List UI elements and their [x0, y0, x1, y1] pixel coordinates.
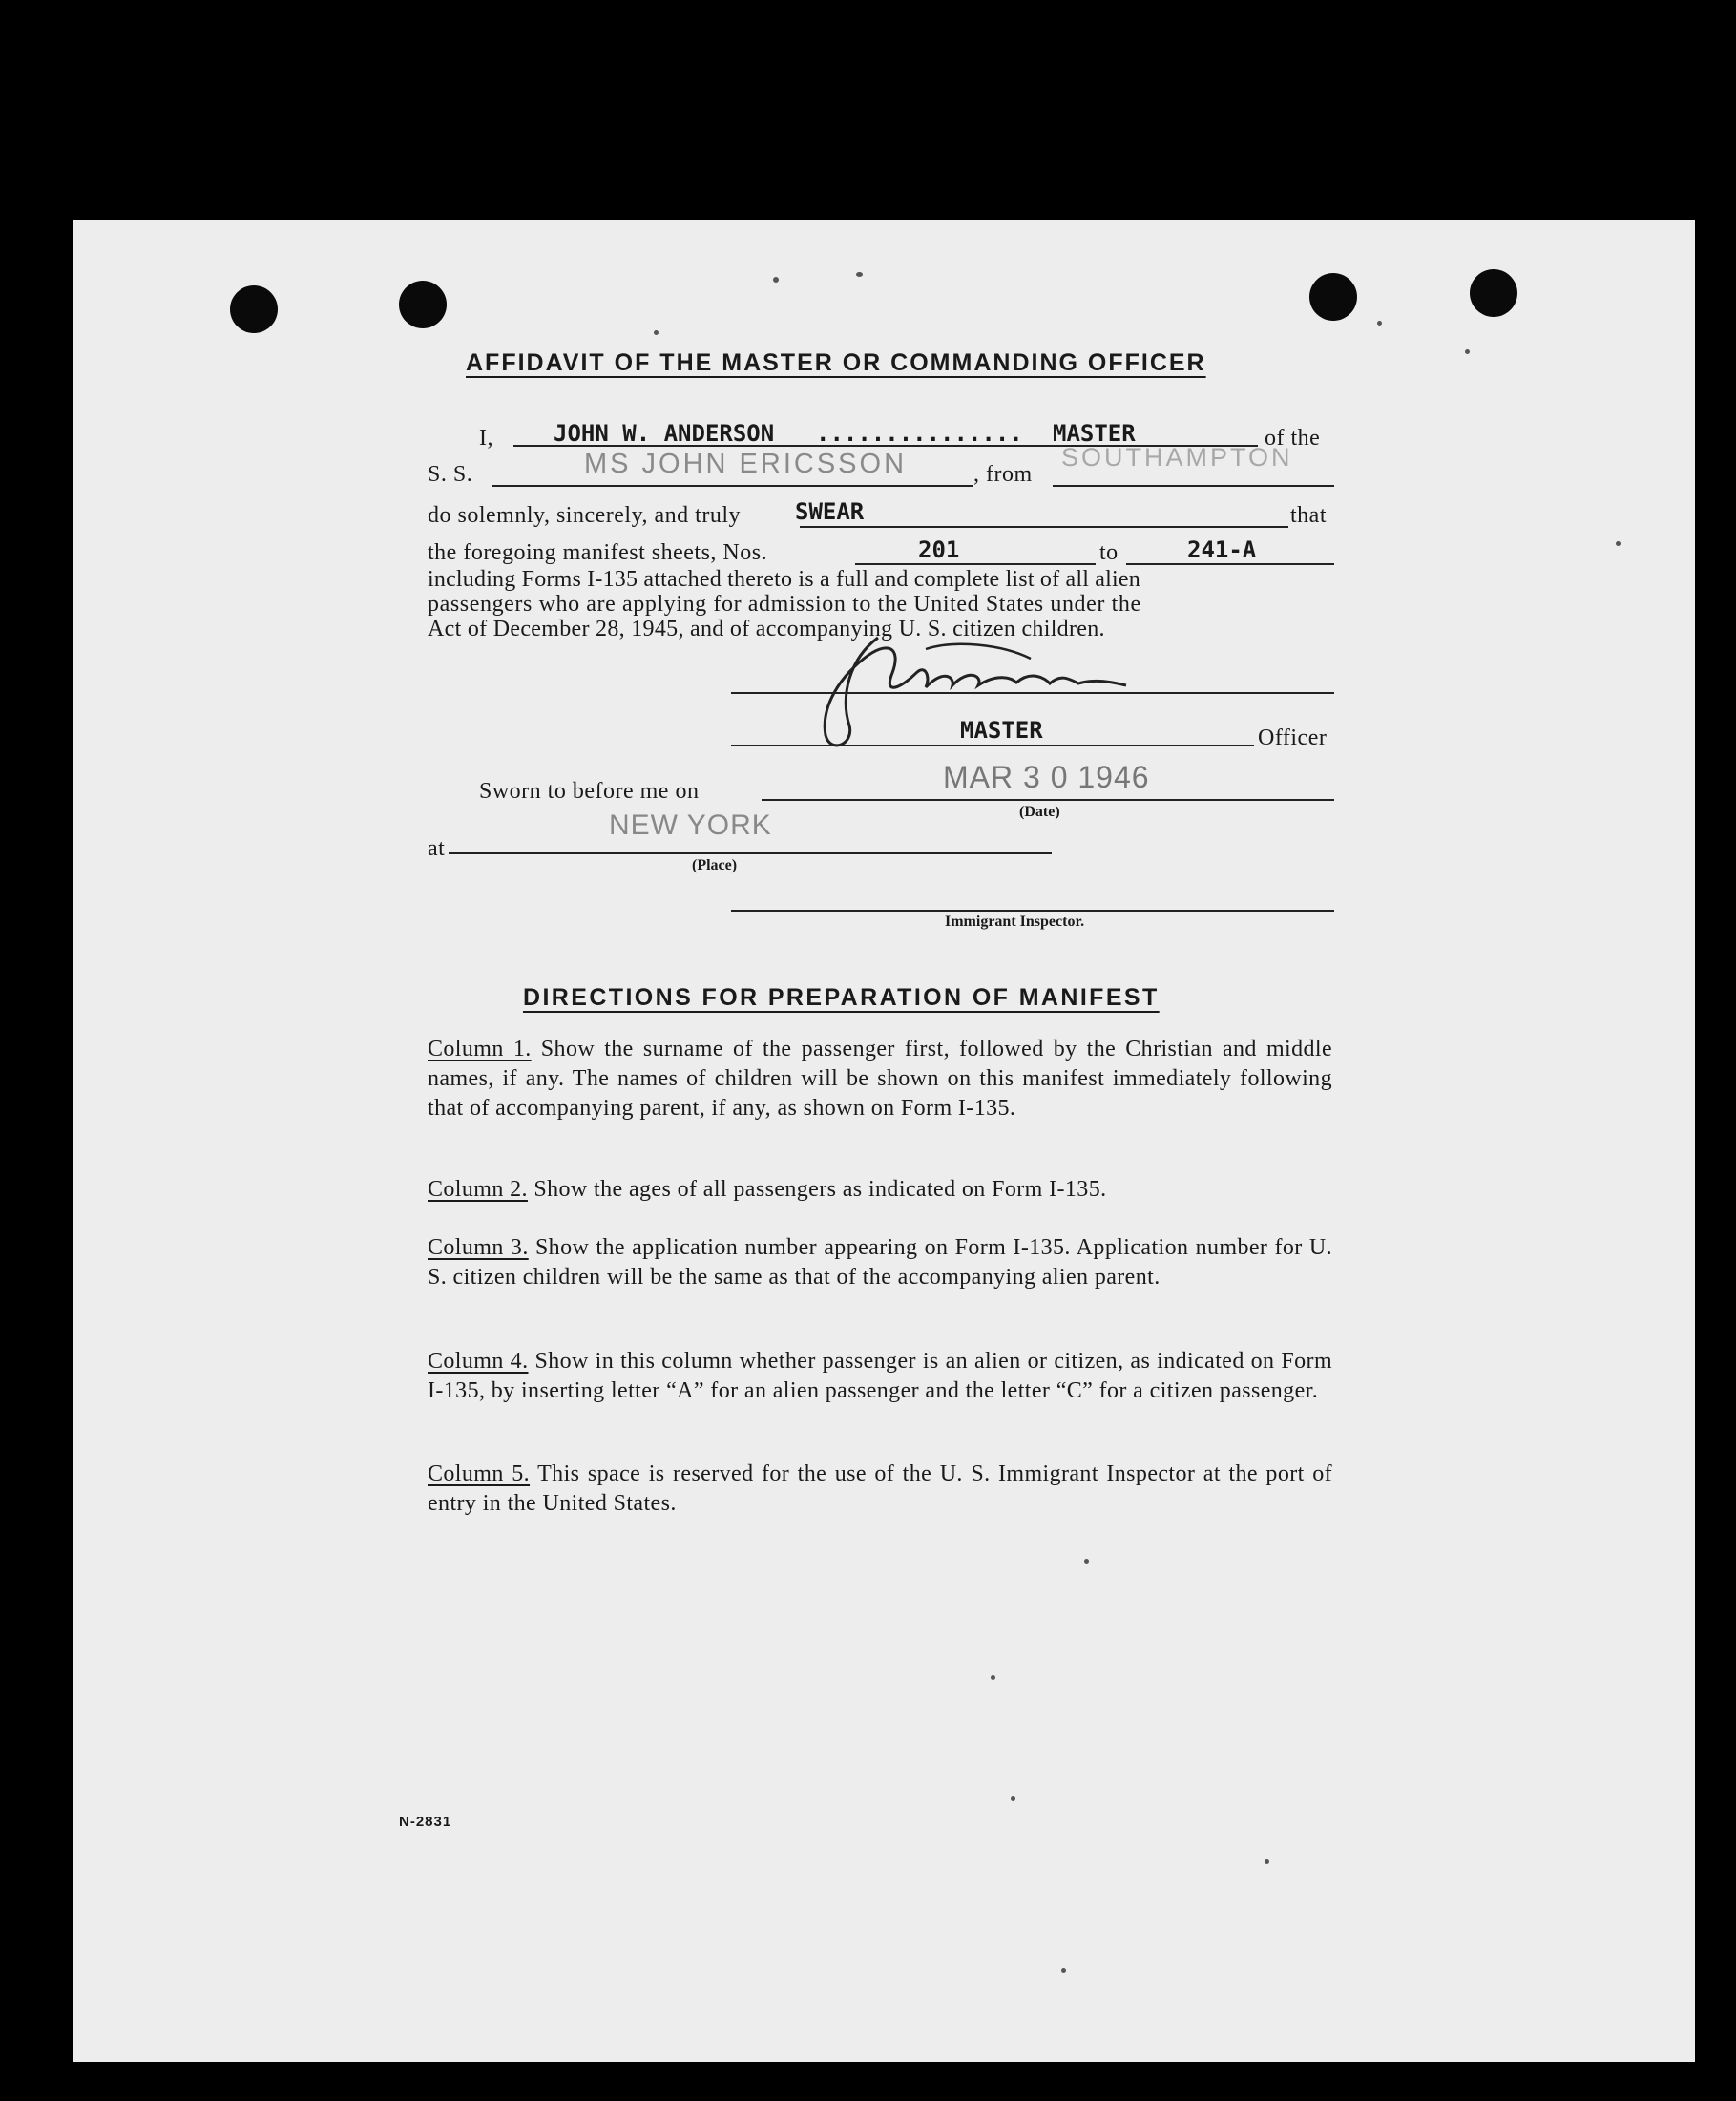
speck: [1084, 1559, 1089, 1564]
column-text: Show the ages of all passengers as indicated on Form I-135.: [533, 1177, 1107, 1202]
direction-item-3: [428, 1233, 1332, 1292]
inspector-caption: Immigrant Inspector.: [945, 914, 1085, 930]
punch-hole: [399, 281, 447, 328]
punch-hole: [1309, 273, 1357, 321]
speck: [654, 330, 659, 335]
column-label: Column 5.: [428, 1461, 531, 1486]
that-label: that: [1290, 503, 1327, 528]
affidavit-title: AFFIDAVIT OF THE MASTER OR COMMANDING OFFICER: [466, 349, 1206, 376]
sworn-label: Sworn to before me on: [479, 779, 700, 804]
oath-fill: SWEAR: [795, 498, 865, 525]
column-label: Column 1.: [428, 1037, 532, 1061]
speck: [1465, 349, 1470, 354]
column-text: Show the application number appearing on Form I-135. Application number for U. S. citizen children will be the same as that of the accompanying alien parent.: [428, 1235, 1332, 1290]
speck: [856, 272, 863, 277]
dotted-fill: ...............: [816, 420, 1023, 447]
nos-text: the foregoing manifest sheets, Nos.: [428, 540, 768, 565]
speck: [1616, 541, 1621, 546]
affidavit-body-line: Act of December 28, 1945, and of accompanying U. S. citizen children.: [428, 617, 1105, 641]
date-rule: [762, 799, 1334, 801]
form-number: N-2831: [399, 1814, 452, 1830]
i-label: I,: [479, 426, 493, 451]
column-text: Show in this column whether passenger is an alien or citizen, as indicated on Form I-135, by inserting letter “A” for an alien passenger and the letter “C” for a citizen passenger.: [428, 1349, 1333, 1403]
ss-label: S. S.: [428, 462, 473, 487]
column-label: Column 4.: [428, 1349, 529, 1374]
to-label: to: [1099, 540, 1119, 565]
affidavit-body-line: passengers who are applying for admission to the United States under the: [428, 592, 1141, 617]
affidavit-body-line: including Forms I-135 attached thereto is a full and complete list of all alien: [428, 567, 1140, 592]
officer-rule: [731, 745, 1254, 746]
column-label: Column 3.: [428, 1235, 529, 1260]
place-caption: (Place): [692, 857, 738, 873]
rank-fill: MASTER: [1053, 420, 1136, 447]
speck: [1061, 1968, 1066, 1973]
place-rule: [449, 852, 1052, 854]
date-caption: (Date): [1019, 804, 1060, 820]
direction-item-1: [428, 1035, 1332, 1124]
punch-hole: [230, 285, 278, 333]
nos-to-rule: [1126, 563, 1334, 565]
column-text: This space is reserved for the use of the U. S. Immigrant Inspector at the port of entry in the United States.: [428, 1461, 1332, 1516]
from-label: , from: [973, 462, 1033, 487]
speck: [1265, 1859, 1269, 1864]
officer-label: Officer: [1258, 725, 1328, 750]
at-label: at: [428, 836, 446, 861]
speck: [1377, 321, 1382, 326]
nos-from-rule: [855, 563, 1096, 565]
place-stamp: NEW YORK: [609, 809, 772, 841]
ship-rule: [492, 485, 973, 487]
master-name: JOHN W. ANDERSON: [554, 420, 775, 447]
direction-item-5: [428, 1460, 1332, 1519]
document-page: [73, 220, 1695, 2062]
oath-rule: [800, 526, 1288, 528]
port-stamp: SOUTHAMPTON: [1061, 443, 1293, 472]
column-label: Column 2.: [428, 1177, 528, 1202]
solemnly-text: do solemnly, sincerely, and truly: [428, 503, 741, 528]
signature-rule: [731, 692, 1334, 694]
port-rule: [1053, 485, 1334, 487]
speck: [773, 277, 779, 283]
officer-fill: MASTER: [960, 717, 1043, 744]
direction-item-2: [428, 1175, 1332, 1205]
inspector-rule: [731, 910, 1334, 912]
date-stamp: MAR 3 0 1946: [943, 760, 1150, 794]
nos-from: 201: [918, 536, 960, 563]
speck: [991, 1675, 995, 1680]
directions-title: DIRECTIONS FOR PREPARATION OF MANIFEST: [523, 984, 1160, 1011]
direction-item-4: [428, 1347, 1332, 1406]
of-the-label: of the: [1265, 426, 1321, 451]
nos-to: 241-A: [1187, 536, 1257, 563]
column-text: Show the surname of the passenger first, followed by the Christian and middle names, if any. The names of children will be shown on this manifest immediately following that of accompanying parent, if any, as shown on Form I-135.: [428, 1037, 1332, 1121]
punch-hole: [1470, 269, 1517, 317]
speck: [1011, 1796, 1015, 1801]
ship-name-stamp: MS JOHN ERICSSON: [584, 449, 908, 479]
